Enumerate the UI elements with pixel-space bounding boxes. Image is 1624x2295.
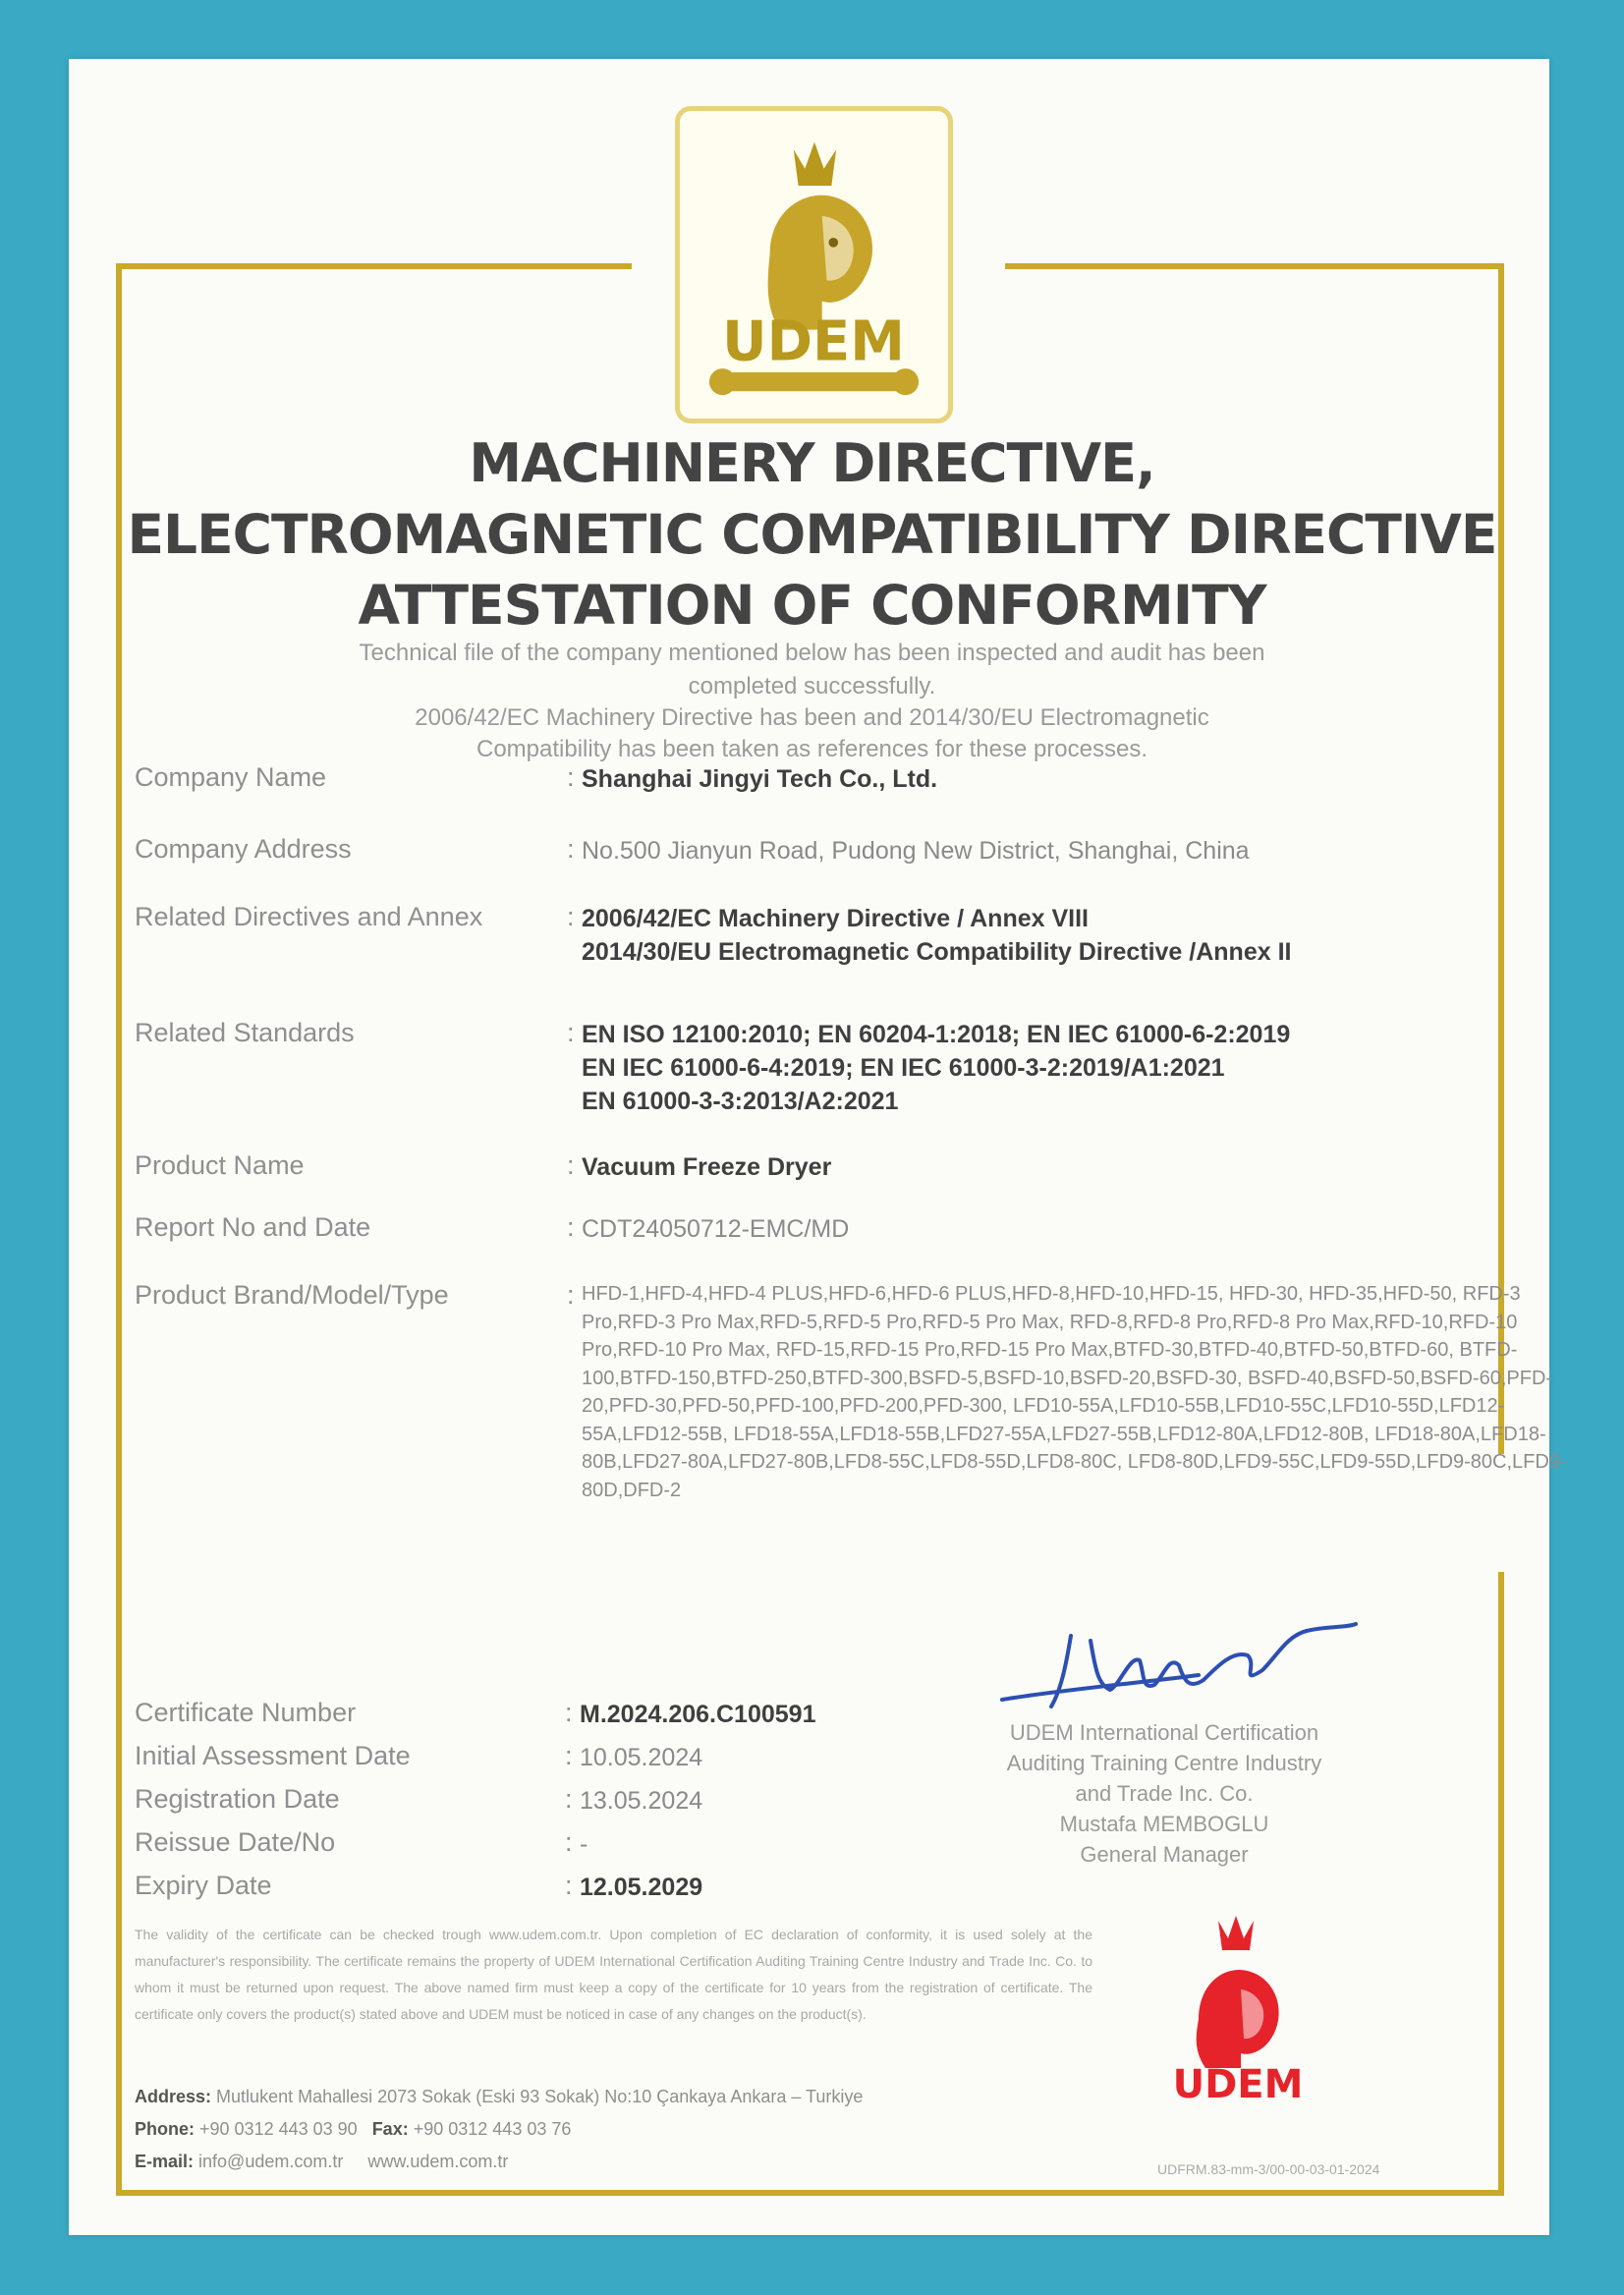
initial-date-value: 10.05.2024 [580, 1744, 703, 1771]
fax-value: +90 0312 443 03 76 [413, 2119, 572, 2139]
address-label: Address: [135, 2087, 212, 2106]
address-line [135, 2087, 863, 2107]
standards-line-2: EN IEC 61000-6-4:2019; EN IEC 61000-3-2:2019/A1:2021 [582, 1054, 1225, 1082]
company-address-label: Company Address [135, 834, 352, 864]
product-name-label: Product Name [135, 1150, 305, 1180]
phone-label: Phone: [135, 2119, 195, 2139]
title-line-1: MACHINERY DIRECTIVE, [469, 432, 1155, 494]
report-label: Report No and Date [135, 1212, 371, 1242]
lion-crown-logo-icon [680, 111, 948, 419]
signature [982, 1596, 1375, 1724]
phone-line [135, 2119, 571, 2140]
models-value: HFD-1,HFD-4,HFD-4 PLUS,HFD-6,HFD-6 PLUS,HFD-8,HFD-10,HFD-15, HFD-30, HFD-35,HFD-50, RFD-3 Pro,RFD-3 Pro Max,RFD-5,RFD-5 Pro,RFD-5 Pro Max, RFD-8,RFD-8 Pro,RFD-8 Pro Max,RFD-10,RFD-10 Pro,RFD-10 Pro Max, RFD-15,RFD-15 Pro,RFD-15 Pro Max,BTFD-30,BTFD-40,BTFD-50,BTFD-60, BTFD-100,BTFD-150,BTFD-250,BTFD-300,BSFD-5,BSFD-10,BSFD-20,BSFD-30, BSFD-40,BSFD-50,BSFD-60,PFD-20,PFD-30,PFD-50,PFD-100,PFD-200,PFD-300, LFD10-55A,LFD10-55B,LFD10-55C,LFD10-55D,LFD12-55A,LFD12-55B, LFD18-55A,LFD18-55B,LFD27-55A,LFD27-55B,LFD12-80A,LFD12-80B, LFD18-80A,LFD18-80B,LFD27-80A,LFD27-80B,LFD8-55C,LFD8-55D,LFD8-80C, LFD8-80D,LFD9-55C,LFD9-55D,LFD9-80C,LFD9-80D,DFD-2 [582, 1283, 1567, 1501]
cert-number-value: M.2024.206.C100591 [580, 1701, 816, 1728]
intro-line-2: completed successfully. [688, 673, 936, 700]
email-label: E-mail: [135, 2152, 195, 2171]
signature-icon [982, 1596, 1375, 1724]
issuer-line-4: Mustafa MEMBOGLU [1059, 1812, 1269, 1836]
models-label: Product Brand/Model/Type [135, 1280, 449, 1310]
title-line-3: ATTESTATION OF CONFORMITY [358, 574, 1266, 637]
product-name-value: Vacuum Freeze Dryer [582, 1153, 832, 1181]
expiry-value: 12.05.2029 [580, 1874, 703, 1901]
standards-line-1: EN ISO 12100:2010; EN 60204-1:2018; EN IEC 61000-6-2:2019 [582, 1021, 1291, 1048]
udem-logo [675, 106, 953, 423]
directives-line-2: 2014/30/EU Electromagnetic Compatibility Directive /Annex II [582, 938, 1292, 966]
website-value: www.udem.com.tr [367, 2152, 509, 2171]
logo-red-text: UDEM [1172, 2062, 1304, 2107]
frame-bottom [116, 2190, 1504, 2196]
report-value: CDT24050712-EMC/MD [582, 1215, 850, 1243]
frame-right-lower [1498, 1572, 1504, 2196]
directives-label: Related Directives and Annex [135, 902, 483, 931]
initial-date-label: Initial Assessment Date [135, 1741, 411, 1770]
issuer-line-1: UDEM International Certification [1009, 1720, 1319, 1745]
intro-line-1: Technical file of the company mentioned below has been inspected and audit has been [359, 640, 1265, 666]
title-line-2: ELECTROMAGNETIC COMPATIBILITY DIRECTIVE [127, 503, 1497, 566]
intro-line-3: 2006/42/EC Machinery Directive has been and 2014/30/EU Electromagnetic [415, 704, 1209, 731]
email-line [135, 2152, 508, 2172]
intro-line-4: Compatibility has been taken as references for these processes. [476, 736, 1148, 762]
udem-logo-red [1125, 1911, 1351, 2107]
reissue-label: Reissue Date/No [135, 1827, 336, 1857]
registration-date-value: 13.05.2024 [580, 1787, 703, 1815]
issuer-block [958, 1717, 1371, 1870]
issuer-line-5: General Manager [1080, 1842, 1249, 1867]
fax-label: Fax: [371, 2119, 409, 2139]
registration-date-label: Registration Date [135, 1784, 340, 1814]
reissue-value: - [580, 1830, 588, 1858]
directives-line-1: 2006/42/EC Machinery Directive / Annex VIII [582, 905, 1089, 932]
issuer-line-3: and Trade Inc. Co. [1075, 1781, 1254, 1806]
lion-crown-logo-red-icon [1125, 1911, 1351, 2107]
issuer-line-2: Auditing Training Centre Industry [1006, 1751, 1322, 1775]
company-name-value: Shanghai Jingyi Tech Co., Ltd. [582, 765, 938, 793]
expiry-label: Expiry Date [135, 1871, 272, 1900]
frame-top-left [116, 263, 632, 269]
disclaimer-text: The validity of the certificate can be checked trough www.udem.com.tr. Upon completion of EC declaration of conformity, it is used solely at the manufacturer's responsibility. The certificate remains the property of UDEM International Certification Auditing Training Centre Industry and Trade Inc. Co. to whom it must be returned upon request. The above named firm must keep a copy of the certificate for 10 years from the registration of certificate. The certificate only covers the product(s) stated above and UDEM must be noticed in case of any changes on the product(s). [135, 1927, 1092, 2022]
form-code: UDFRM.83-mm-3/00-00-03-01-2024 [1157, 2161, 1380, 2177]
company-address-value: No.500 Jianyun Road, Pudong New District, Shanghai, China [582, 837, 1250, 865]
company-name-label: Company Name [135, 762, 327, 792]
address-value: Mutlukent Mahallesi 2073 Sokak (Eski 93 Sokak) No:10 Çankaya Ankara – Turkiye [216, 2087, 864, 2106]
logo-text: UDEM [722, 309, 905, 374]
email-value: info@udem.com.tr [198, 2152, 344, 2171]
standards-label: Related Standards [135, 1018, 355, 1047]
frame-top-right [1005, 263, 1504, 269]
phone-value: +90 0312 443 03 90 [199, 2119, 358, 2139]
standards-line-3: EN 61000-3-3:2013/A2:2021 [582, 1088, 899, 1115]
cert-number-label: Certificate Number [135, 1698, 357, 1727]
